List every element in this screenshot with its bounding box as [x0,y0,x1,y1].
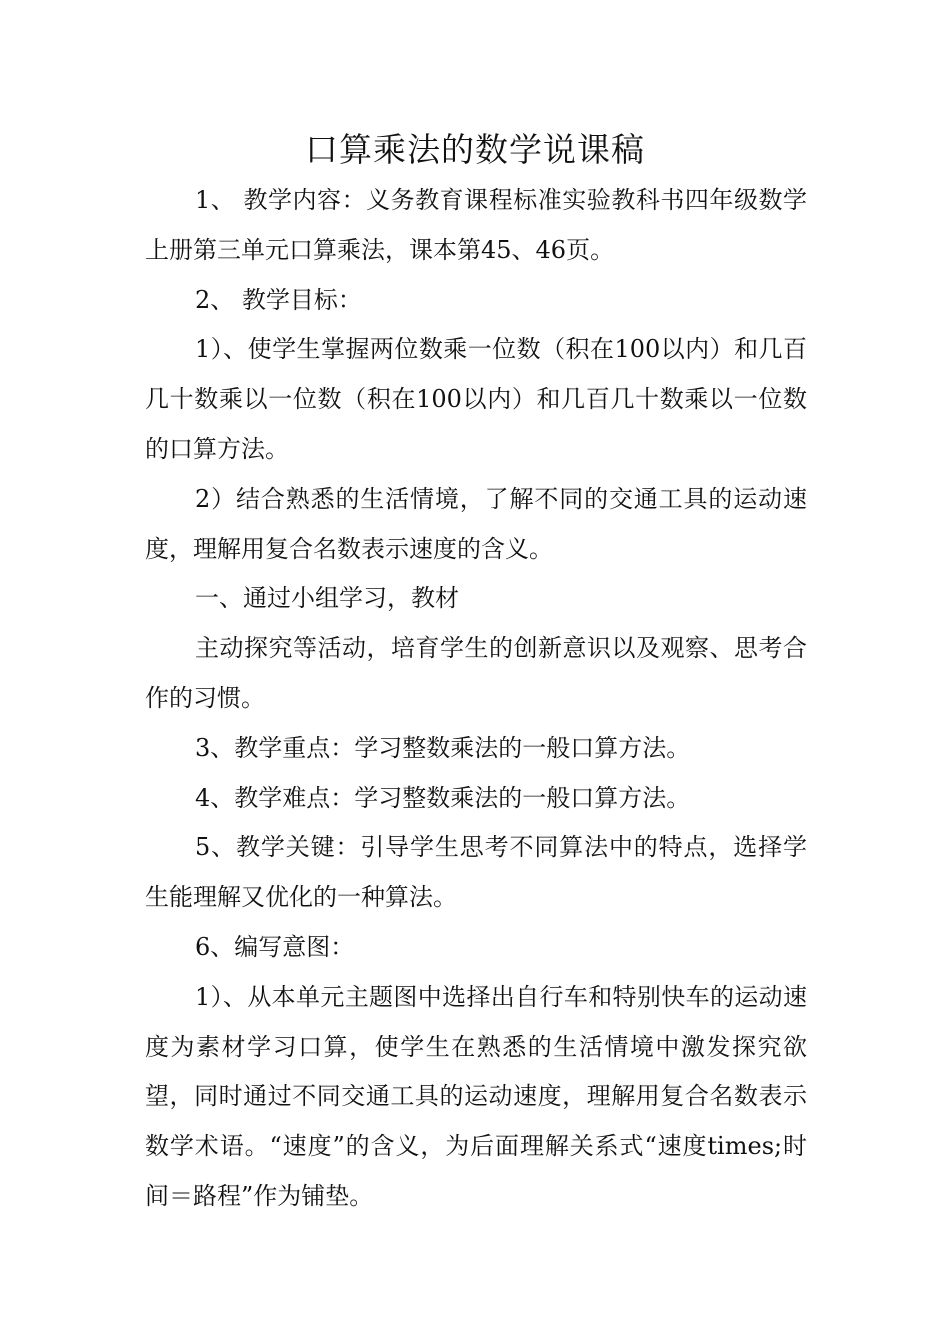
document-title: 口算乘法的数学说课稿 [305,130,645,169]
paragraph-key-method: 5、教学关键：引导学生思考不同算法中的特点，选择学生能理解又优化的一种算法。 [145,833,807,912]
paragraph-key-point: 3、教学重点：学习整数乘法的一般口算方法。 [195,733,691,762]
document-body [145,176,807,1222]
paragraph-intent-1: 1）、从本单元主题图中选择出自行车和特别快车的运动速度为素材学习口算，使学生在熟悉的生活情境中激发探究欲望，同时通过不同交通工具的运动速度，理解用复合名数表示数学术语。“速度”的含义，为后面理解关系式“速度times;时间＝路程”作为铺垫。 [145,982,807,1210]
paragraph-teaching-content: 1、 教学内容：义务教育课程标准实验教科书四年级数学上册第三单元口算乘法，课本第45、46页。 [145,186,807,264]
paragraph-difficulty: 4、教学难点：学习整数乘法的一般口算方法。 [195,783,691,812]
paragraph-goal-2: 2）结合熟悉的生活情境，了解不同的交通工具的运动速度，理解用复合名数表示速度的含义。 [145,484,807,563]
paragraph-writing-intent: 6、编写意图： [195,932,355,961]
paragraph-teaching-goals: 2、 教学目标： [195,285,362,314]
paragraph-active-exploration: 主动探究等活动，培育学生的创新意识以及观察、思考合作的习惯。 [145,634,807,712]
paragraph-goal-1: 1）、使学生掌握两位数乘一位数（积在100以内）和几百几十数乘以一位数（积在100以内）和几百几十数乘以一位数的口算方法。 [145,335,807,463]
paragraph-group-study: 一、通过小组学习，教材 [195,584,459,613]
